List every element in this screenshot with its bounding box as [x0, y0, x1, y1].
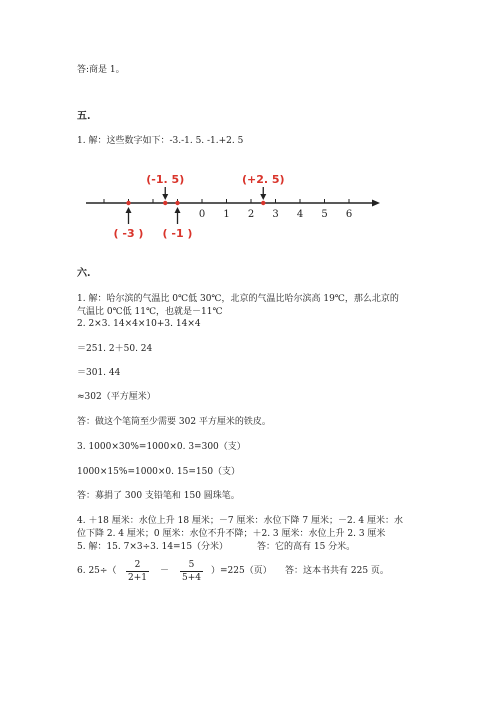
answer-line: 答:商是 1。	[77, 65, 125, 75]
question-6-3-line1: 3. 1000×30%=1000×0. 3=300（支）	[77, 442, 246, 452]
up-arrowhead	[175, 207, 181, 213]
bottom-label: ( -1 )	[162, 227, 193, 240]
question-5-1: 1. 解：这些数字如下：-3.-1. 5. -1.+2. 5	[77, 136, 244, 146]
axis-arrowhead	[372, 200, 380, 207]
question-6-5-answer: 答：它的高有 15 分米。	[257, 542, 356, 552]
question-6-2-line1: 2. 2×3. 14×4×10+3. 14×4	[77, 319, 201, 329]
question-6-6-prefix: 6. 25÷（	[77, 566, 117, 576]
bottom-label: ( -3 )	[113, 227, 144, 240]
marked-point	[261, 201, 265, 205]
question-6-2-line2: ＝251. 2＋50. 24	[77, 344, 153, 354]
fraction-1	[126, 559, 149, 584]
question-6-3-line2: 1000×15%=1000×0. 15=150（支）	[77, 467, 241, 477]
section-heading-6: 六.	[77, 268, 91, 279]
top-label: (-1. 5)	[146, 173, 185, 186]
question-6-4-line1: 4. ＋18 厘米：水位上升 18 厘米；－7 厘米：水位下降 7 厘米；－2. 4 厘米：水	[77, 516, 404, 526]
question-6-6-answer: 答：这本书共有 225 页。	[285, 566, 389, 576]
fraction-1-denominator: 2+1	[128, 573, 147, 583]
tick-label: 5	[321, 209, 328, 220]
question-6-2-line4: ≈302（平方厘米）	[77, 392, 156, 402]
question-6-3-answer: 答：募捐了 300 支铅笔和 150 圆珠笔。	[77, 491, 240, 501]
fraction-1-numerator: 2	[134, 560, 141, 570]
question-6-6-suffix: ）=225（页）	[211, 566, 272, 576]
tick-label: 6	[345, 209, 353, 220]
tick-label: 4	[296, 209, 304, 220]
tick-label: 0	[198, 209, 206, 220]
tick-label: 1	[223, 209, 230, 220]
down-arrowhead	[260, 194, 266, 200]
up-arrowhead	[126, 207, 132, 213]
marked-point	[163, 201, 167, 205]
minus-sign: －	[160, 566, 170, 576]
fraction-2-denominator: 5+4	[182, 573, 201, 583]
marked-point	[126, 201, 130, 205]
number-line	[80, 165, 390, 245]
marked-point	[175, 201, 179, 205]
tick-label: 2	[247, 209, 255, 220]
section-heading-5: 五.	[77, 111, 91, 122]
question-6-1-line1: 1. 解：哈尔滨的气温比 0℃低 30℃，北京的气温比哈尔滨高 19℃，那么北京的	[77, 294, 399, 304]
question-6-1-line2: 气温比 0℃低 11℃，也就是－11℃	[77, 307, 223, 317]
question-6-5-line1: 5. 解：15. 7×3÷3. 14=15（分米）	[77, 542, 229, 552]
fraction-2-numerator: 5	[188, 560, 195, 570]
question-6-2-line3: ＝301. 44	[77, 368, 121, 378]
question-6-4-line2: 位下降 2. 4 厘米；0 厘米：水位不升不降；＋2. 3 厘米：水位上升 2. 3 厘米	[77, 529, 386, 539]
tick-label: 3	[272, 209, 279, 220]
down-arrowhead	[162, 194, 168, 200]
question-6-2-answer: 答：做这个笔筒至少需要 302 平方厘米的铁皮。	[77, 417, 271, 427]
top-label: (+2. 5)	[241, 173, 285, 186]
fraction-2	[180, 559, 203, 584]
